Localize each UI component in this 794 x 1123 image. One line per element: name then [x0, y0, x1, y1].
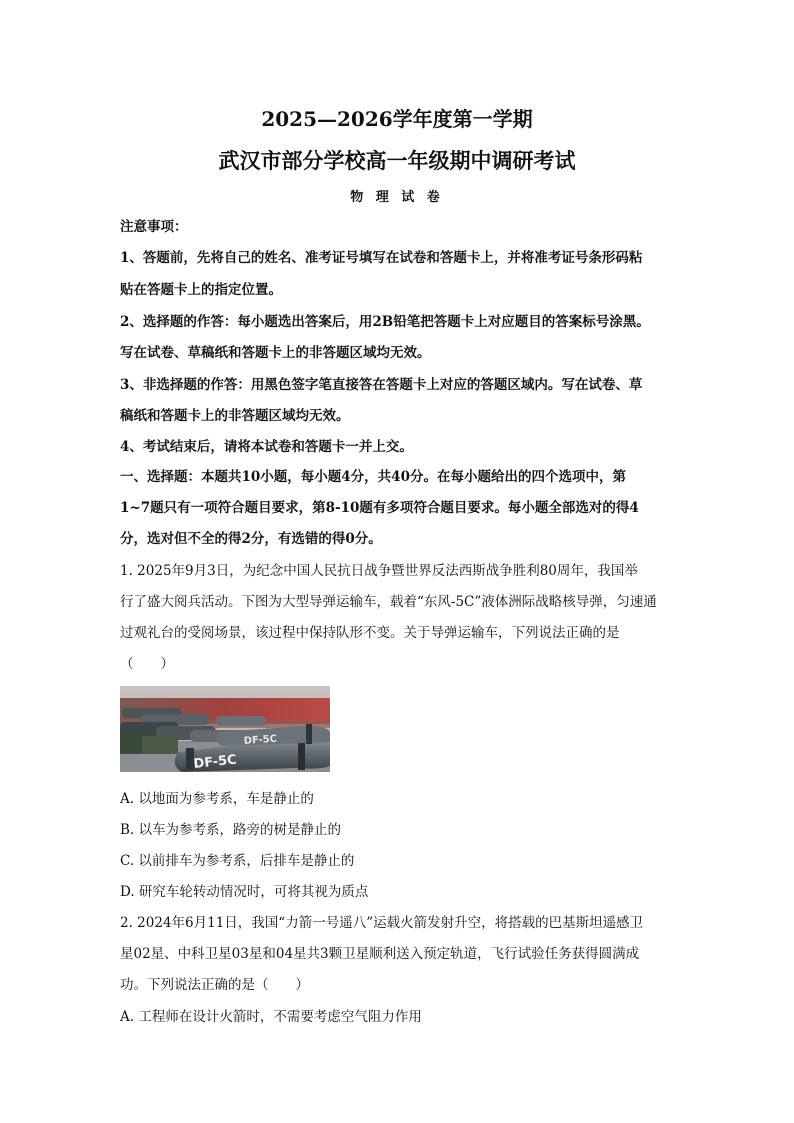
section-instructions-line: 1~7题只有一项符合题目要求，第8-10题有多项符合题目要求。每小题全部选对的得4: [120, 500, 639, 516]
notice-line: 4、考试结束后，请将本试卷和答题卡一并上交。: [120, 439, 413, 455]
question-1-option-b: B. 以车为参考系，路旁的树是静止的: [120, 822, 342, 838]
missile-label-text: DF-5C: [243, 733, 278, 747]
section-instructions-line: 分，选对但不全的得2分，有选错的得0分。: [120, 531, 382, 547]
question-1-answer-bracket: （ ）: [120, 656, 174, 672]
question-1-text: 1. 2025年9月3日，为纪念中国人民抗日战争暨世界反法西斯战争胜利80周年，我国举: [120, 563, 638, 579]
notice-heading: 注意事项：: [120, 219, 188, 235]
subject-title: 物 理 试 卷: [350, 190, 444, 205]
question-2-text: 星02星、中科卫星03星和04星共3颗卫星顺利送入预定轨道，飞行试验任务获得圆满成: [120, 946, 640, 962]
notice-line: 写在试卷、草稿纸和答题卡上的非答题区域均无效。: [120, 345, 431, 361]
question-1-text: 行了盛大阅兵活动。下图为大型导弹运输车，载着“东风-5C”液体洲际战略核导弹，匀速通: [120, 594, 657, 610]
exam-term-title: 2025—2026学年度第一学期: [261, 107, 533, 131]
question-1-option-a: A. 以地面为参考系，车是静止的: [120, 791, 314, 807]
notice-line: 1、答题前，先将自己的姓名、准考证号填写在试卷和答题卡上，并将准考证号条形码粘: [120, 250, 643, 266]
question-1-text: 过观礼台的受阅场景，该过程中保持队形不变。关于导弹运输车，下列说法正确的是: [120, 625, 620, 641]
question-2-text: 功。下列说法正确的是（ ）: [120, 977, 309, 993]
question-2-text: 2. 2024年6月11日，我国“力箭一号遥八”运载火箭发射升空，将搭载的巴基斯坦遥感卫: [120, 915, 644, 931]
notice-line: 稿纸和答题卡上的非答题区域均无效。: [120, 408, 350, 424]
notice-line: 2、选择题的作答：每小题选出答案后，用2B铅笔把答题卡上对应题目的答案标号涂黑。: [120, 314, 650, 330]
notice-line: 3、非选择题的作答：用黑色签字笔直接答在答题卡上对应的答题区域内。写在试卷、草: [120, 377, 643, 393]
question-1-option-c: C. 以前排车为参考系，后排车是静止的: [120, 853, 355, 869]
question-2-option-a: A. 工程师在设计火箭时，不需要考虑空气阻力作用: [120, 1009, 422, 1025]
exam-title: 武汉市部分学校高一年级期中调研考试: [218, 148, 576, 173]
missile-parade-photo: [120, 686, 330, 772]
question-1-option-d: D. 研究车轮转动情况时，可将其视为质点: [120, 884, 369, 900]
notice-line: 贴在答题卡上的指定位置。: [120, 282, 282, 298]
missile-label-text: DF-5C: [192, 752, 238, 772]
section-instructions-line: 一、选择题：本题共10小题，每小题4分，共40分。在每小题给出的四个选项中，第: [120, 469, 626, 485]
